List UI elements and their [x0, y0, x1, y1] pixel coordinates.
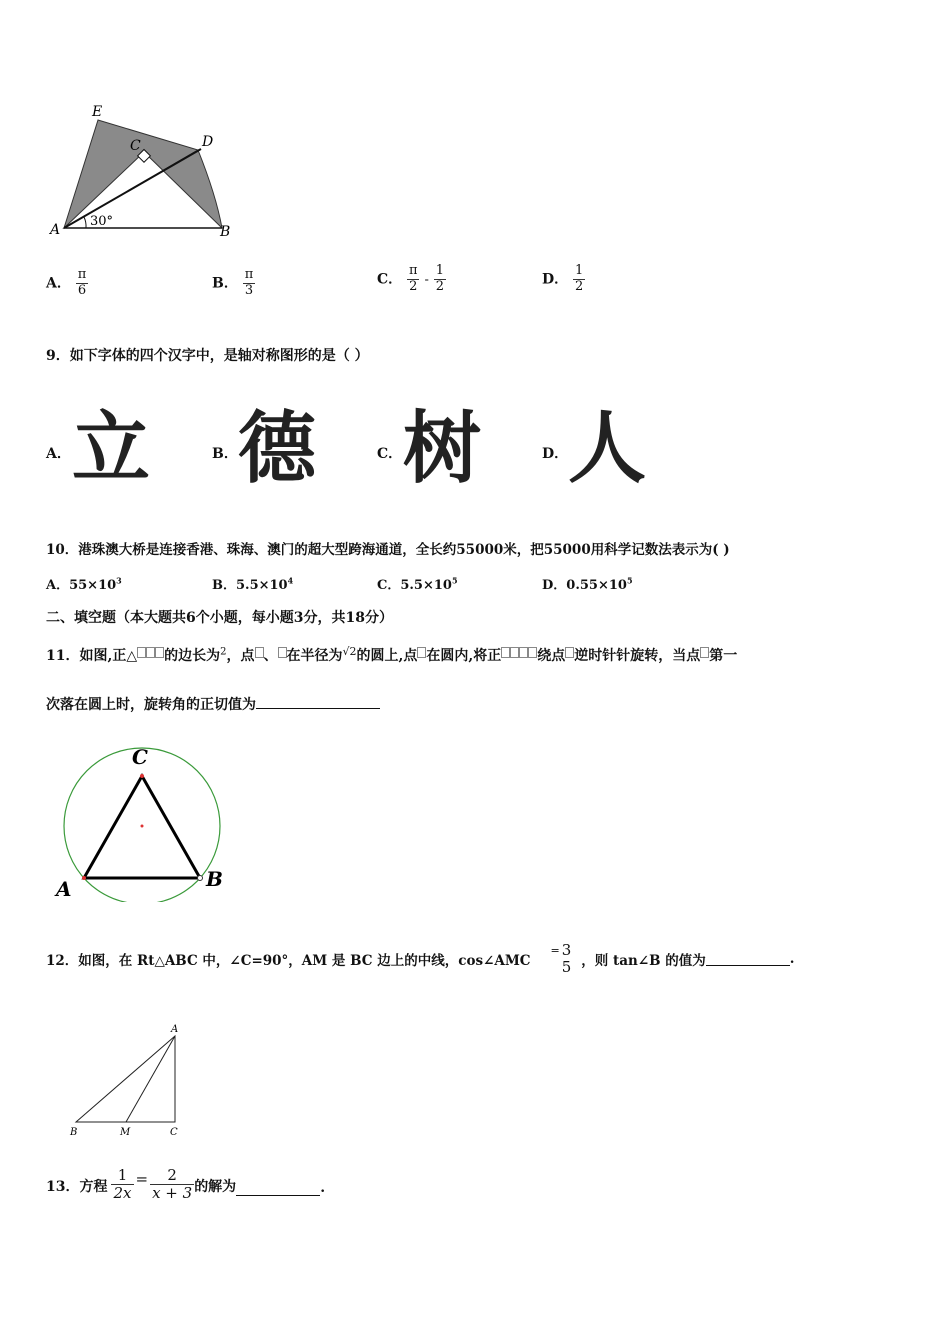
- option-letter: D．: [542, 578, 567, 593]
- option-letter: D．: [542, 271, 569, 288]
- q10-option-a[interactable]: [46, 574, 122, 593]
- q11-text: 绕点: [537, 648, 566, 664]
- q9-option-c[interactable]: [377, 443, 402, 463]
- missing-glyph-box: [155, 647, 164, 658]
- answer-blank[interactable]: [236, 1183, 320, 1196]
- cos-fraction: [560, 942, 574, 977]
- q8-option-b[interactable]: [212, 268, 255, 299]
- option-value: 55×10: [69, 578, 117, 593]
- exponent: 3: [116, 575, 122, 586]
- q11-text: 在圆内,将正: [426, 648, 502, 664]
- missing-glyph-box: [510, 647, 519, 658]
- fraction: [573, 264, 585, 295]
- missing-glyph-box: [278, 647, 287, 658]
- q12-figure: [64, 1020, 194, 1144]
- q8-option-c[interactable]: [377, 264, 446, 295]
- denominator: 6: [77, 282, 87, 298]
- missing-glyph-box: [565, 647, 574, 658]
- q9-glyph-d: 人: [568, 403, 647, 494]
- numerator: 1: [117, 1165, 128, 1184]
- side-length: 2: [220, 646, 227, 658]
- q12-label-b: B: [70, 1127, 78, 1138]
- q13-question: [46, 1152, 325, 1202]
- option-letter: C．: [377, 578, 401, 593]
- q8-label-c: C: [130, 138, 141, 154]
- q11-text: 、: [263, 648, 278, 664]
- numerator: π: [409, 263, 418, 278]
- option-letter: C．: [377, 446, 403, 462]
- radius: √2: [342, 645, 357, 658]
- q13-text: 13．方程: [46, 1179, 108, 1195]
- fraction: [76, 268, 89, 299]
- missing-glyph-box: [146, 647, 155, 658]
- q10-option-d[interactable]: [542, 574, 633, 593]
- q11-text: 第一: [709, 648, 738, 664]
- q11-point-b: [198, 876, 203, 881]
- denominator: x + 3: [152, 1183, 193, 1202]
- denominator: 3: [244, 282, 254, 298]
- missing-glyph-box: [519, 647, 528, 658]
- option-value: 5.5×10: [236, 578, 288, 593]
- denominator: 2: [435, 278, 445, 294]
- q8-label-b: B: [220, 224, 231, 240]
- q12-triangle: [76, 1036, 175, 1122]
- q11-point-a: [82, 876, 86, 880]
- option-value: 0.55×10: [566, 578, 627, 593]
- q11-label-c: C: [132, 745, 148, 769]
- q11-label-a: A: [56, 877, 72, 901]
- q12-text: 12．如图，在 Rt△ABC 中，∠C=90°，AM 是 BC 边上的中线，cos∠AMC: [46, 953, 531, 969]
- q8-label-e: E: [92, 104, 103, 120]
- q11-line1: [46, 645, 737, 665]
- q9-glyph-a: 立: [72, 403, 151, 494]
- q12-text: ，则 tan∠B 的值为: [581, 953, 706, 969]
- option-value: 5.5×10: [400, 578, 452, 593]
- missing-glyph-box: [255, 647, 264, 658]
- q11-point-c: [140, 774, 144, 778]
- exponent: 5: [451, 575, 458, 586]
- answer-blank[interactable]: [706, 953, 790, 966]
- equals-sign: =: [550, 944, 560, 957]
- q11-center-point: [141, 825, 144, 828]
- minus-sign: -: [424, 272, 429, 288]
- missing-glyph-box: [700, 647, 709, 658]
- q9-glyph-b: 德: [238, 403, 317, 494]
- q12-label-m: M: [120, 1127, 131, 1138]
- denominator: 2x: [113, 1183, 132, 1202]
- denominator: 5: [561, 958, 572, 976]
- fraction-right: [434, 264, 446, 295]
- numerator: 2: [167, 1165, 177, 1184]
- q9-question: 9．如下字体的四个汉字中，是轴对称图形的是（ ）: [46, 348, 369, 364]
- q13-period: .: [320, 1180, 326, 1196]
- q11-text: 逆时针针旋转，当点: [574, 648, 701, 664]
- numerator: 1: [435, 263, 445, 278]
- missing-glyph-box: [528, 647, 537, 658]
- denominator: 2: [409, 278, 418, 294]
- q9-option-a[interactable]: [46, 443, 71, 463]
- q8-angle-label: 30°: [90, 214, 114, 229]
- fraction-left: [407, 264, 420, 295]
- q11-text: 11．如图,正△: [46, 648, 138, 664]
- numerator: 1: [575, 263, 584, 278]
- numerator: π: [244, 267, 254, 282]
- q11-text: 的边长为: [164, 648, 221, 664]
- exponent: 5: [626, 575, 633, 586]
- option-letter: B．: [212, 446, 238, 462]
- answer-blank[interactable]: [256, 696, 380, 709]
- q11-text: 的圆上,点: [356, 648, 418, 664]
- q12-label-c: C: [170, 1127, 178, 1138]
- option-letter: A．: [46, 275, 71, 292]
- q10-option-b[interactable]: [212, 574, 293, 593]
- missing-glyph-box: [137, 647, 146, 658]
- q11-line2: [46, 694, 380, 714]
- exponent: 4: [287, 575, 294, 586]
- q10-question: 10．港珠澳大桥是连接香港、珠海、澳门的超大型跨海通道，全长约55000米，把55000用科学记数法表示为( ): [46, 542, 730, 558]
- q9-option-d[interactable]: [542, 443, 568, 463]
- q12-label-a: A: [171, 1024, 179, 1035]
- section-heading: 二、填空题（本大题共6个小题，每小题3分，共18分）: [46, 610, 393, 626]
- q11-text: ，点: [226, 648, 255, 664]
- missing-glyph-box: [501, 647, 510, 658]
- q9-glyph-c: 树: [403, 403, 482, 494]
- option-letter: B．: [212, 578, 236, 593]
- q11-label-b: B: [206, 867, 223, 891]
- q11-text: 在半径为: [286, 648, 343, 664]
- q8-label-a: A: [50, 222, 61, 238]
- equals-sign: =: [135, 1170, 149, 1188]
- denominator: 2: [575, 278, 584, 294]
- q13-text: 的解为: [194, 1179, 237, 1195]
- q12-period: .: [789, 951, 795, 967]
- option-letter: A．: [46, 446, 71, 462]
- q12-median-am: [126, 1036, 175, 1122]
- numerator: 3: [561, 940, 572, 959]
- q8-option-a[interactable]: [46, 268, 88, 299]
- option-letter: B．: [212, 275, 238, 292]
- option-letter: A．: [46, 578, 70, 593]
- lhs-fraction: [111, 1167, 133, 1203]
- option-letter: C．: [377, 271, 403, 288]
- q8-label-d: D: [202, 134, 214, 150]
- q8-figure: [46, 100, 246, 245]
- option-letter: D．: [542, 446, 569, 462]
- rhs-fraction: [150, 1167, 194, 1203]
- q8-option-d[interactable]: [542, 264, 585, 295]
- q9-option-b[interactable]: [212, 443, 238, 463]
- q10-option-c[interactable]: [377, 574, 458, 593]
- q11-figure: [50, 742, 250, 902]
- q11-text: 次落在圆上时，旋转角的正切值为: [46, 697, 256, 713]
- numerator: π: [77, 267, 87, 282]
- fraction: [243, 268, 256, 299]
- q12-question: [46, 936, 794, 982]
